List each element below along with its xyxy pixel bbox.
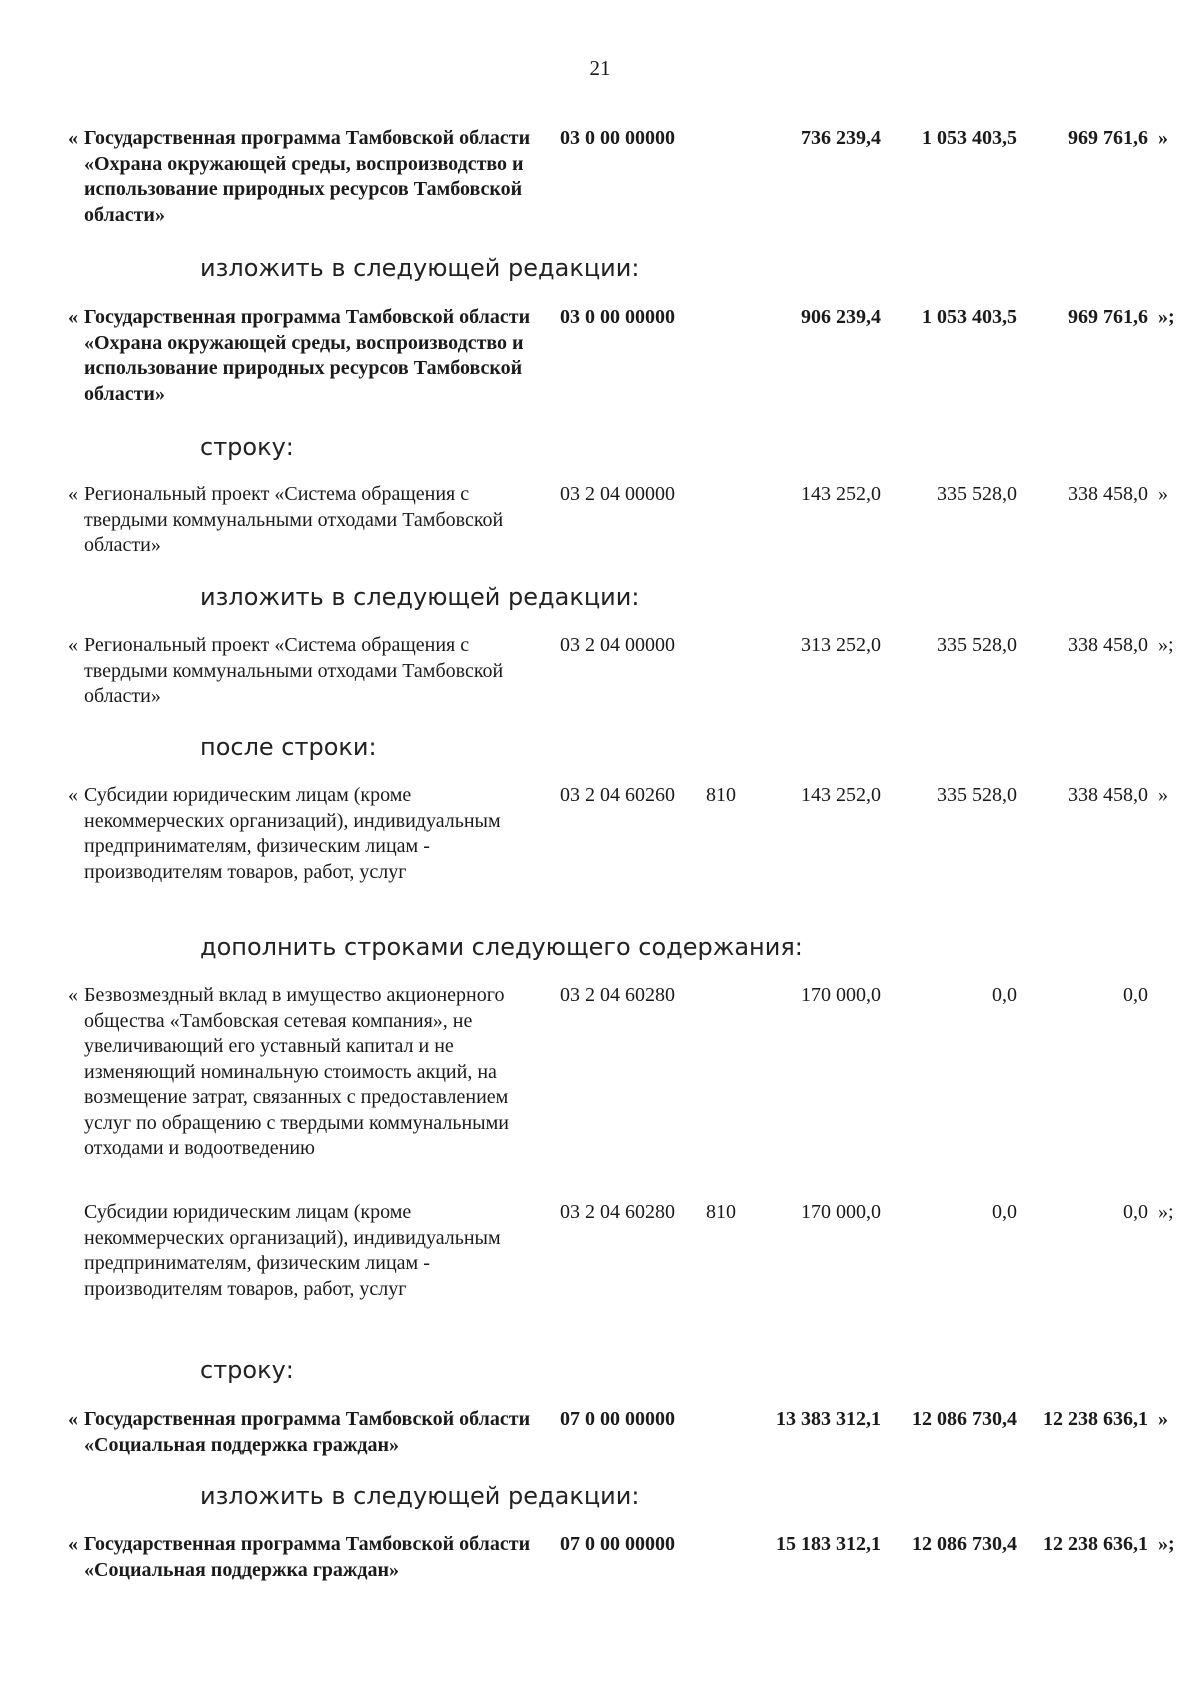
instruction-text: после строки:	[200, 733, 377, 761]
row-value-1: 13 383 312,1	[776, 1408, 881, 1430]
instruction-text: изложить в следующей редакции:	[200, 583, 640, 611]
close-quote: »	[1158, 483, 1168, 505]
row-name: Региональный проект «Система обращения с твердыми коммунальными отходами Тамбовской области»	[84, 483, 504, 556]
close-quote: »;	[1158, 306, 1175, 328]
row-value-3: 338 458,0	[1068, 784, 1148, 806]
row-name: Государственная программа Тамбовской области «Социальная поддержка граждан»	[84, 1408, 531, 1456]
row-code: 03 2 04 60260	[560, 784, 675, 806]
row-value-3: 0,0	[1123, 984, 1148, 1006]
open-quote: «	[68, 483, 78, 505]
row-name: Государственная программа Тамбовской области «Охрана окружающей среды, воспроизводство и использование природных ресурсов Тамбовской области»	[84, 306, 531, 405]
row-value-3: 12 238 636,1	[1043, 1533, 1148, 1555]
open-quote: «	[68, 984, 78, 1006]
row-code: 03 2 04 00000	[560, 634, 675, 656]
row-value-3: 12 238 636,1	[1043, 1408, 1148, 1430]
row-value-2: 1 053 403,5	[922, 306, 1017, 328]
row-code: 07 0 00 00000	[560, 1533, 675, 1555]
row-code: 03 2 04 00000	[560, 483, 675, 505]
row-value-3: 969 761,6	[1068, 306, 1148, 328]
row-name: Субсидии юридическим лицам (кроме некоммерческих организаций), индивидуальным предпринимателям, физическим лицам - производителям товаров, работ, услуг	[84, 784, 501, 883]
close-quote: »	[1158, 784, 1168, 806]
open-quote: «	[68, 1533, 78, 1555]
instruction-text: строку:	[200, 1356, 294, 1384]
row-value-2: 1 053 403,5	[922, 127, 1017, 149]
row-value-1: 15 183 312,1	[776, 1533, 881, 1555]
row-value-1: 143 252,0	[801, 784, 881, 806]
close-quote: »;	[1158, 634, 1174, 656]
instruction-text: дополнить строками следующего содержания:	[200, 933, 803, 961]
row-value-3: 338 458,0	[1068, 483, 1148, 505]
open-quote: «	[68, 784, 78, 806]
row-code: 03 0 00 00000	[560, 127, 675, 149]
open-quote: «	[68, 127, 78, 149]
open-quote: «	[68, 634, 78, 656]
row-value-1: 170 000,0	[801, 984, 881, 1006]
row-value-2: 0,0	[992, 1201, 1017, 1223]
row-value-1: 143 252,0	[801, 483, 881, 505]
instruction-text: изложить в следующей редакции:	[200, 254, 640, 282]
row-value-2: 12 086 730,4	[912, 1408, 1017, 1430]
close-quote: »	[1158, 1408, 1168, 1430]
open-quote: «	[68, 306, 78, 328]
row-code: 03 0 00 00000	[560, 306, 675, 328]
row-name: Субсидии юридическим лицам (кроме некоммерческих организаций), индивидуальным предпринимателям, физическим лицам - производителям товаров, работ, услуг	[84, 1201, 501, 1300]
row-value-3: 969 761,6	[1068, 127, 1148, 149]
row-value-1: 906 239,4	[801, 306, 881, 328]
row-code: 03 2 04 60280	[560, 984, 675, 1006]
row-name: Безвозмездный вклад в имущество акционерного общества «Тамбовская сетевая компания», не увеличивающий его уставный капитал и не изменяющий номинальную стоимость акций, на возмещение затрат, связанных с предоставлением услуг по обращению с твердыми коммунальными отходами и водоотведению	[84, 984, 509, 1159]
open-quote: «	[68, 1408, 78, 1430]
close-quote: »;	[1158, 1533, 1175, 1555]
page-number: 21	[589, 56, 611, 80]
row-value-2: 12 086 730,4	[912, 1533, 1017, 1555]
row-value-2: 335 528,0	[937, 483, 1017, 505]
instruction-text: изложить в следующей редакции:	[200, 1482, 640, 1510]
row-value-2: 0,0	[992, 984, 1017, 1006]
row-value-2: 335 528,0	[937, 634, 1017, 656]
row-value-2: 335 528,0	[937, 784, 1017, 806]
row-code: 07 0 00 00000	[560, 1408, 675, 1430]
row-value-1: 170 000,0	[801, 1201, 881, 1223]
row-code: 03 2 04 60280	[560, 1201, 675, 1223]
row-value-1: 313 252,0	[801, 634, 881, 656]
row-value-3: 338 458,0	[1068, 634, 1148, 656]
row-name: Государственная программа Тамбовской области «Социальная поддержка граждан»	[84, 1533, 531, 1581]
close-quote: »;	[1158, 1201, 1174, 1223]
close-quote: »	[1158, 127, 1168, 149]
row-value-3: 0,0	[1123, 1201, 1148, 1223]
row-vr: 810	[706, 784, 736, 806]
instruction-text: строку:	[200, 433, 294, 461]
row-name: Государственная программа Тамбовской области «Охрана окружающей среды, воспроизводство и использование природных ресурсов Тамбовской области»	[84, 127, 531, 226]
row-name: Региональный проект «Система обращения с твердыми коммунальными отходами Тамбовской области»	[84, 634, 504, 707]
row-value-1: 736 239,4	[801, 127, 881, 149]
row-vr: 810	[706, 1201, 736, 1223]
